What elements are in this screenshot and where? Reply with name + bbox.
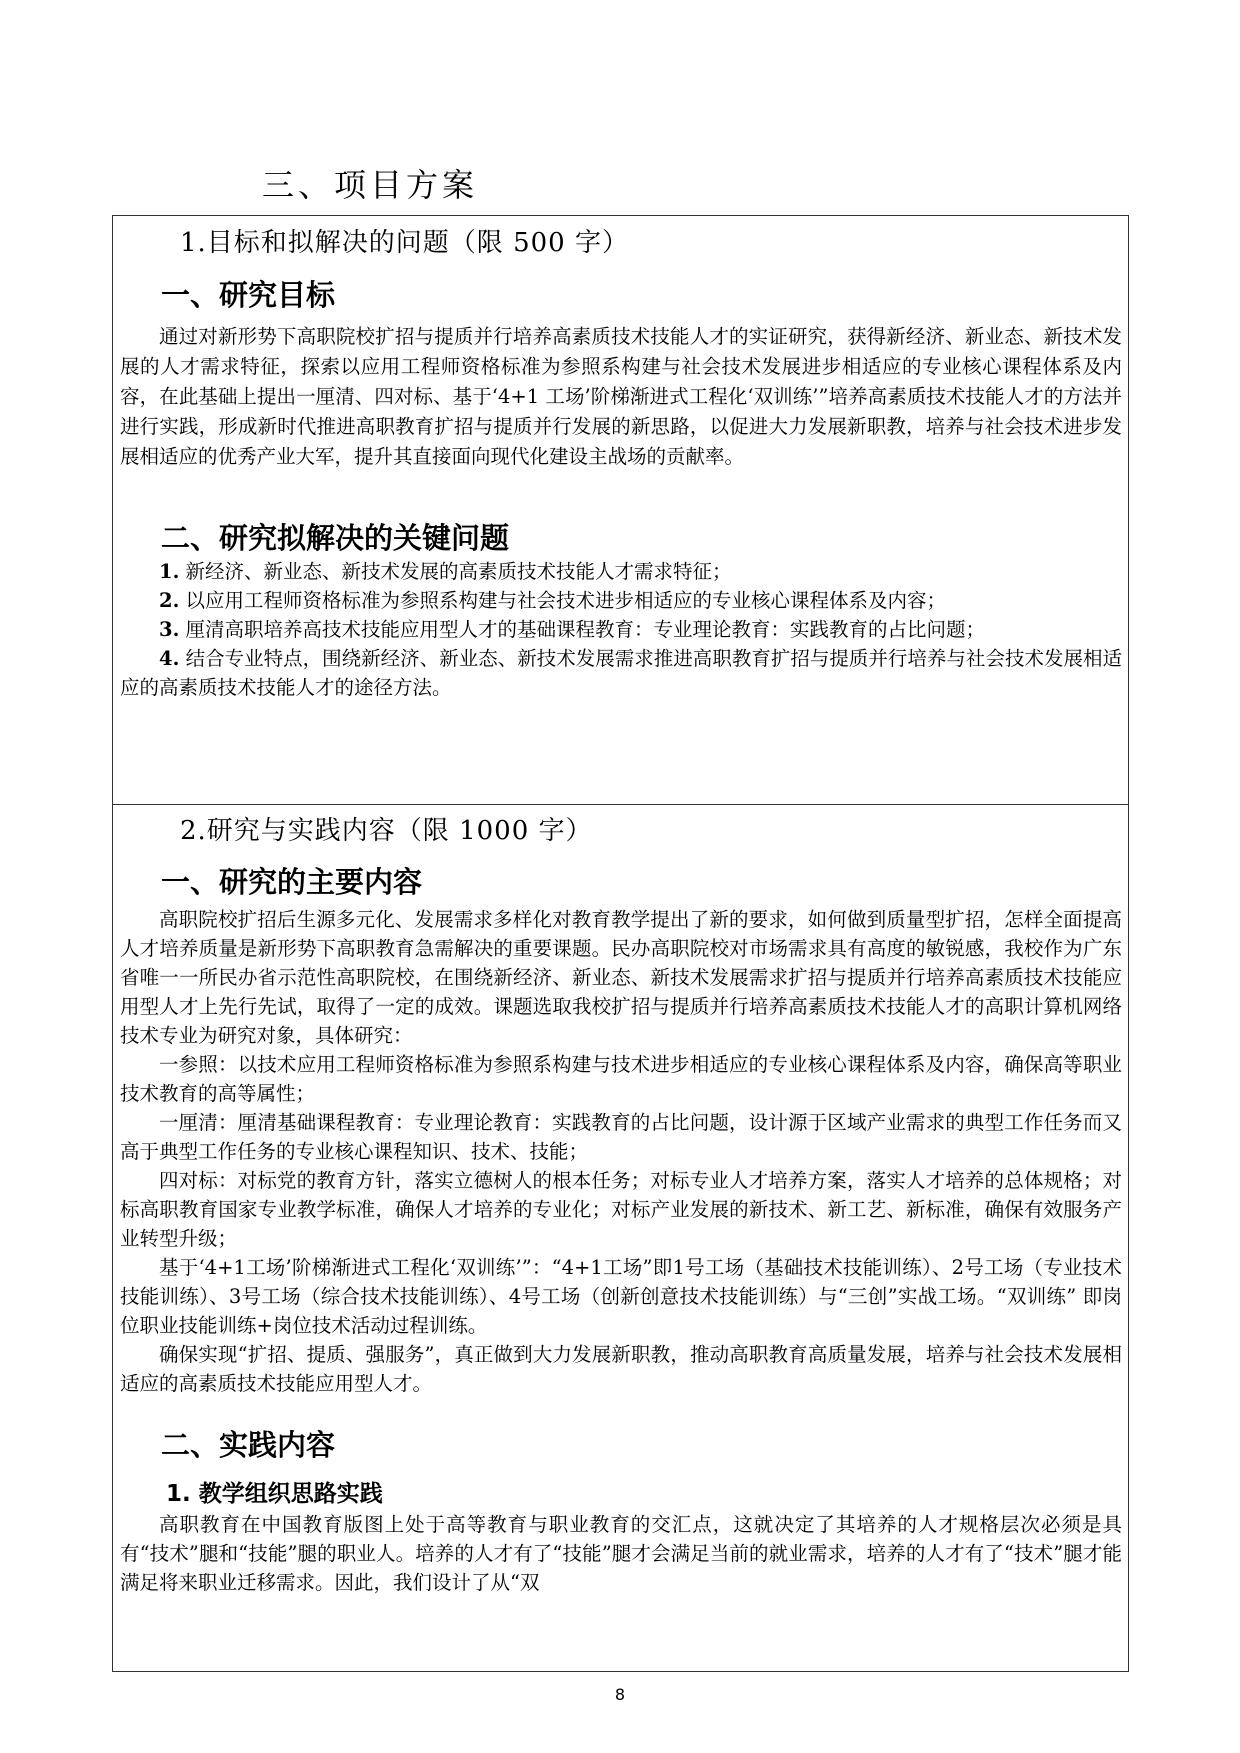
content-paragraph: 一参照：以技术应用工程师资格标准为参照系构建与技术进步相适应的专业核心课程体系及内容，确保高等职业技术教育的高等属性；	[120, 1053, 1122, 1105]
goal-paragraph: 通过对新形势下高职院校扩招与提质并行培养高素质技术技能人才的实证研究，获得新经济、新业态、新技术发展的人才需求特征，探索以应用工程师资格标准为参照系构建与社会技术发展进步相适应的专业核心课程体系及内容，在此基础上提出一厘清、四对标、基于‘4+1 工场’阶梯渐进式工程化‘双训练’”培养高素质技术技能人才的方法并进行实践，形成新时代推进高职教育扩招与提质并行发展的新思路，以促进大力发展新职教，培养与社会技术进步发展相适应的优秀产业大军，提升其直接面向现代化建设主战场的贡献率。	[120, 325, 1122, 468]
heading-research-goal: 一、研究目标	[161, 278, 336, 312]
heading-key-issues: 二、研究拟解决的关键问题	[161, 521, 510, 555]
practice-paragraph: 高职教育在中国教育版图上处于高等教育与职业教育的交汇点，这就决定了其培养的人才规格层次必须是具有“技术”腿和“技能”腿的职业人。培养的人才有了“技能”腿才会满足当前的就业需求，培养的人才有了“技术”腿才能满足将来职业迁移需求。因此，我们设计了从“双	[120, 1513, 1122, 1594]
list-item: 4. 结合专业特点，围绕新经济、新业态、新技术发展需求推进高职教育扩招与提质并行培养与社会技术发展相适应的高素质技术技能人才的途径方法。	[120, 647, 1122, 699]
block-title-content: 2.研究与实践内容（限 1000 字）	[180, 816, 593, 846]
heading-practice: 二、实践内容	[161, 1428, 336, 1462]
key-issues-list	[120, 557, 1122, 702]
content-paragraph: 高职院校扩招后生源多元化、发展需求多样化对教育教学提出了新的要求，如何做到质量型扩招，怎样全面提高人才培养质量是新形势下高职教育急需解决的重要课题。民办高职院校对市场需求具有高度的敏锐感，我校作为广东省唯一一所民办省示范性高职院校，在围绕新经济、新业态、新技术发展需求扩招与提质并行培养高素质技术技能应用型人才上先行先试，取得了一定的成效。课题选取我校扩招与提质并行培养高素质技术技能人才的高职计算机网络技术专业为研究对象，具体研究：	[120, 908, 1122, 1047]
page-number: 8	[614, 1685, 626, 1704]
list-item: 2. 以应用工程师资格标准为参照系构建与社会技术进步相适应的专业核心课程体系及内容；	[159, 589, 947, 612]
content-paragraph: 确保实现“扩招、提质、强服务”，真正做到大力发展新职教，推动高职教育高质量发展，培养与社会技术发展相适应的高素质技术技能应用型人才。	[120, 1343, 1122, 1395]
content-paragraph: 一厘清：厘清基础课程教育：专业理论教育：实践教育的占比问题，设计源于区域产业需求的典型工作任务而又高于典型工作任务的专业核心课程知识、技术、技能；	[120, 1111, 1122, 1163]
list-item: 1. 新经济、新业态、新技术发展的高素质技术技能人才需求特征；	[159, 560, 732, 583]
section-title: 三、项目方案	[262, 166, 479, 204]
subheading-teaching-organization: 1. 教学组织思路实践	[166, 1481, 383, 1507]
block-title-goals: 1.目标和拟解决的问题（限 500 字）	[180, 228, 629, 258]
main-content-paragraphs	[120, 905, 1122, 1398]
list-item: 3. 厘清高职培养高技术技能应用型人才的基础课程教育：专业理论教育：实践教育的占比问题；	[159, 618, 986, 641]
content-paragraph: 基于‘4+1工场’阶梯渐进式工程化‘双训练’”：“4+1工场”即1号工场（基础技术技能训练）、2号工场（专业技术技能训练）、3号工场（综合技术技能训练）、4号工场（创新创意技术技能训练）与“三创”实战工场。“双训练” 即岗位职业技能训练+岗位技术活动过程训练。	[120, 1256, 1122, 1337]
content-paragraph: 四对标：对标党的教育方针，落实立德树人的根本任务；对标专业人才培养方案，落实人才培养的总体规格；对标高职教育国家专业教学标准，确保人才培养的专业化；对标产业发展的新技术、新工艺、新标准，确保有效服务产业转型升级；	[120, 1169, 1122, 1250]
heading-main-content: 一、研究的主要内容	[161, 865, 423, 899]
